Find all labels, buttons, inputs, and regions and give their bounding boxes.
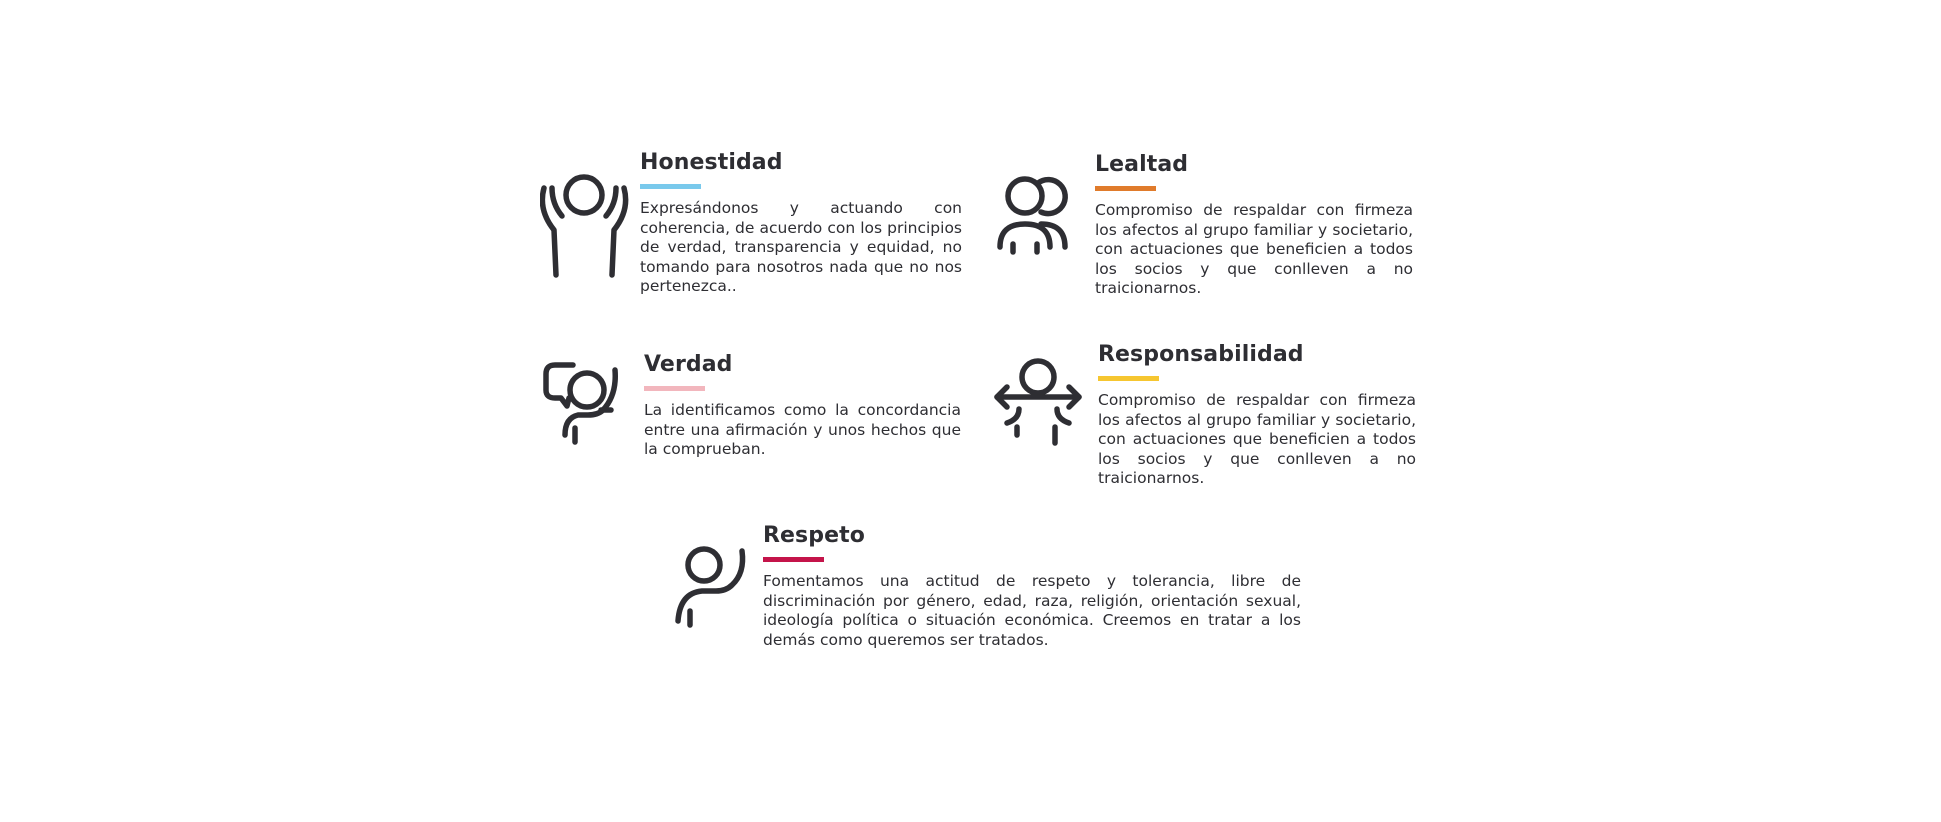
person-arrows-icon bbox=[993, 357, 1088, 457]
title-underline bbox=[640, 184, 701, 189]
value-description: Expresándonos y actuando con coherencia, de acuerdo con los principios de verdad, transparencia y equidad, no tomando para nosotros nada que no nos pertenezca.. bbox=[640, 199, 962, 295]
person-waving-icon bbox=[670, 543, 750, 633]
value-title: Responsabilidad bbox=[1098, 342, 1304, 367]
title-underline bbox=[1098, 376, 1159, 381]
value-title: Verdad bbox=[644, 352, 733, 377]
value-description: Compromiso de respaldar con firmeza los afectos al grupo familiar y societario, con actuaciones que beneficien a todos los socios y que conlleven a no traicionarnos. bbox=[1095, 201, 1413, 297]
person-speech-bubble-icon bbox=[543, 360, 633, 455]
two-people-icon bbox=[995, 174, 1085, 269]
value-title: Respeto bbox=[763, 523, 865, 548]
title-underline bbox=[644, 386, 705, 391]
value-description: La identificamos como la concordancia entre una afirmación y unos hechos que la comprueban. bbox=[644, 401, 961, 458]
value-title: Lealtad bbox=[1095, 152, 1189, 177]
title-underline bbox=[763, 557, 824, 562]
value-description: Fomentamos una actitud de respeto y tolerancia, libre de discriminación por género, edad, raza, religión, orientación sexual, ideología política o situación económica. Creemos en tratar a los demás como queremos ser tratados. bbox=[763, 572, 1301, 649]
person-hands-raised-icon bbox=[540, 168, 630, 283]
value-description: Compromiso de respaldar con firmeza los afectos al grupo familiar y societario, con actuaciones que beneficien a todos los socios y que conlleven a no traicionarnos. bbox=[1098, 391, 1416, 487]
title-underline bbox=[1095, 186, 1156, 191]
value-title: Honestidad bbox=[640, 150, 783, 175]
